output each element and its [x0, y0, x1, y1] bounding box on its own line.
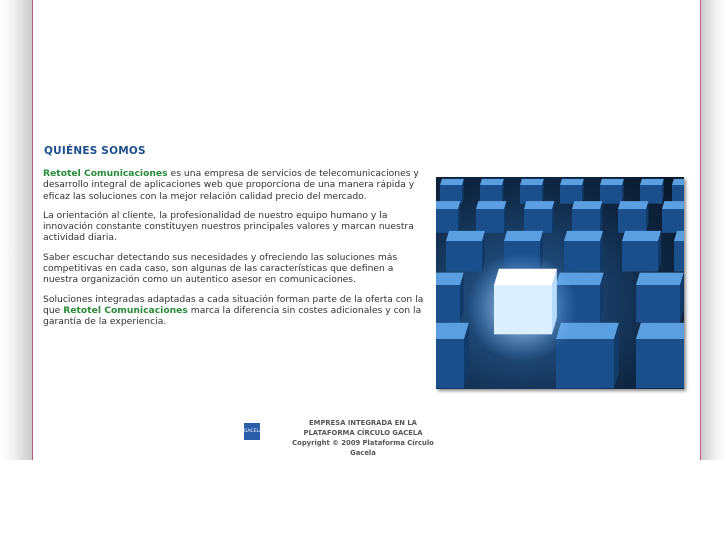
footer — [283, 418, 443, 458]
white-cube — [494, 269, 557, 335]
paragraph-4 — [43, 294, 428, 328]
blue-cube — [436, 273, 464, 323]
blue-cube — [436, 201, 460, 233]
blue-cube — [672, 179, 684, 204]
blue-cube — [640, 179, 664, 204]
blue-cube — [560, 179, 584, 204]
blue-cube — [480, 179, 504, 204]
footer-line-2: PLATAFORMA CÍRCULO GACELA — [303, 429, 423, 437]
blue-cube — [618, 201, 648, 233]
blue-cube — [524, 201, 554, 233]
page-shadow-right — [700, 0, 727, 460]
cubes-image — [436, 177, 684, 389]
blue-cube — [662, 201, 684, 233]
paragraph-2: La orientación al cliente, la profesionalidad de nuestro equipo humano y la innovación constante constituyen nuestros principales valores y marcan nuestra actividad diaria. — [43, 209, 414, 244]
blue-cube — [636, 323, 684, 389]
paragraph-4-start: Soluciones integradas adaptadas a cada situación forman parte de la oferta con la que — [43, 293, 424, 316]
blue-cube — [636, 273, 684, 323]
blue-cube — [674, 231, 684, 272]
gacela-logo-text: GACELA — [244, 429, 263, 434]
section-heading: QUIÉNES SOMOS — [44, 145, 146, 157]
blue-cube — [520, 179, 544, 204]
paragraph-4-end: marca la diferencia sin costes adicionales y con la garantía de la experiencia. — [43, 304, 422, 328]
brand-name-2: Retotel Comunicaciones — [63, 304, 188, 316]
blue-cube — [440, 179, 464, 204]
paragraph-3: Saber escuchar detectando sus necesidades y ofreciendo las soluciones más competitivas en cada caso, son algunas de las características que definen a nuestra organización como un autentico asesor en comunicaciones. — [43, 251, 398, 286]
gacela-logo[interactable] — [244, 423, 263, 440]
blue-cube — [446, 231, 485, 272]
page-container — [32, 0, 701, 460]
blue-cube — [600, 179, 624, 204]
page-shadow-left — [0, 0, 33, 460]
blue-cube — [476, 201, 506, 233]
blue-cube — [572, 201, 602, 233]
blue-cube — [622, 231, 661, 272]
paragraph-1-text: es una empresa de servicios de telecomunicaciones y desarrollo integral de aplicaciones web que proporciona de una manera rápida y eficaz las soluciones con la mejor relación calidad precio del mercado. — [43, 168, 419, 202]
about-text — [43, 168, 428, 336]
blue-cube — [564, 231, 603, 272]
footer-copyright: Copyright © 2009 Plataforma Círculo Gacela — [292, 439, 434, 457]
paragraph-1 — [43, 168, 428, 202]
footer-line-1: EMPRESA INTEGRADA EN LA — [309, 419, 417, 427]
blue-cube — [436, 323, 469, 389]
brand-name: Retotel Comunicaciones — [43, 168, 168, 179]
